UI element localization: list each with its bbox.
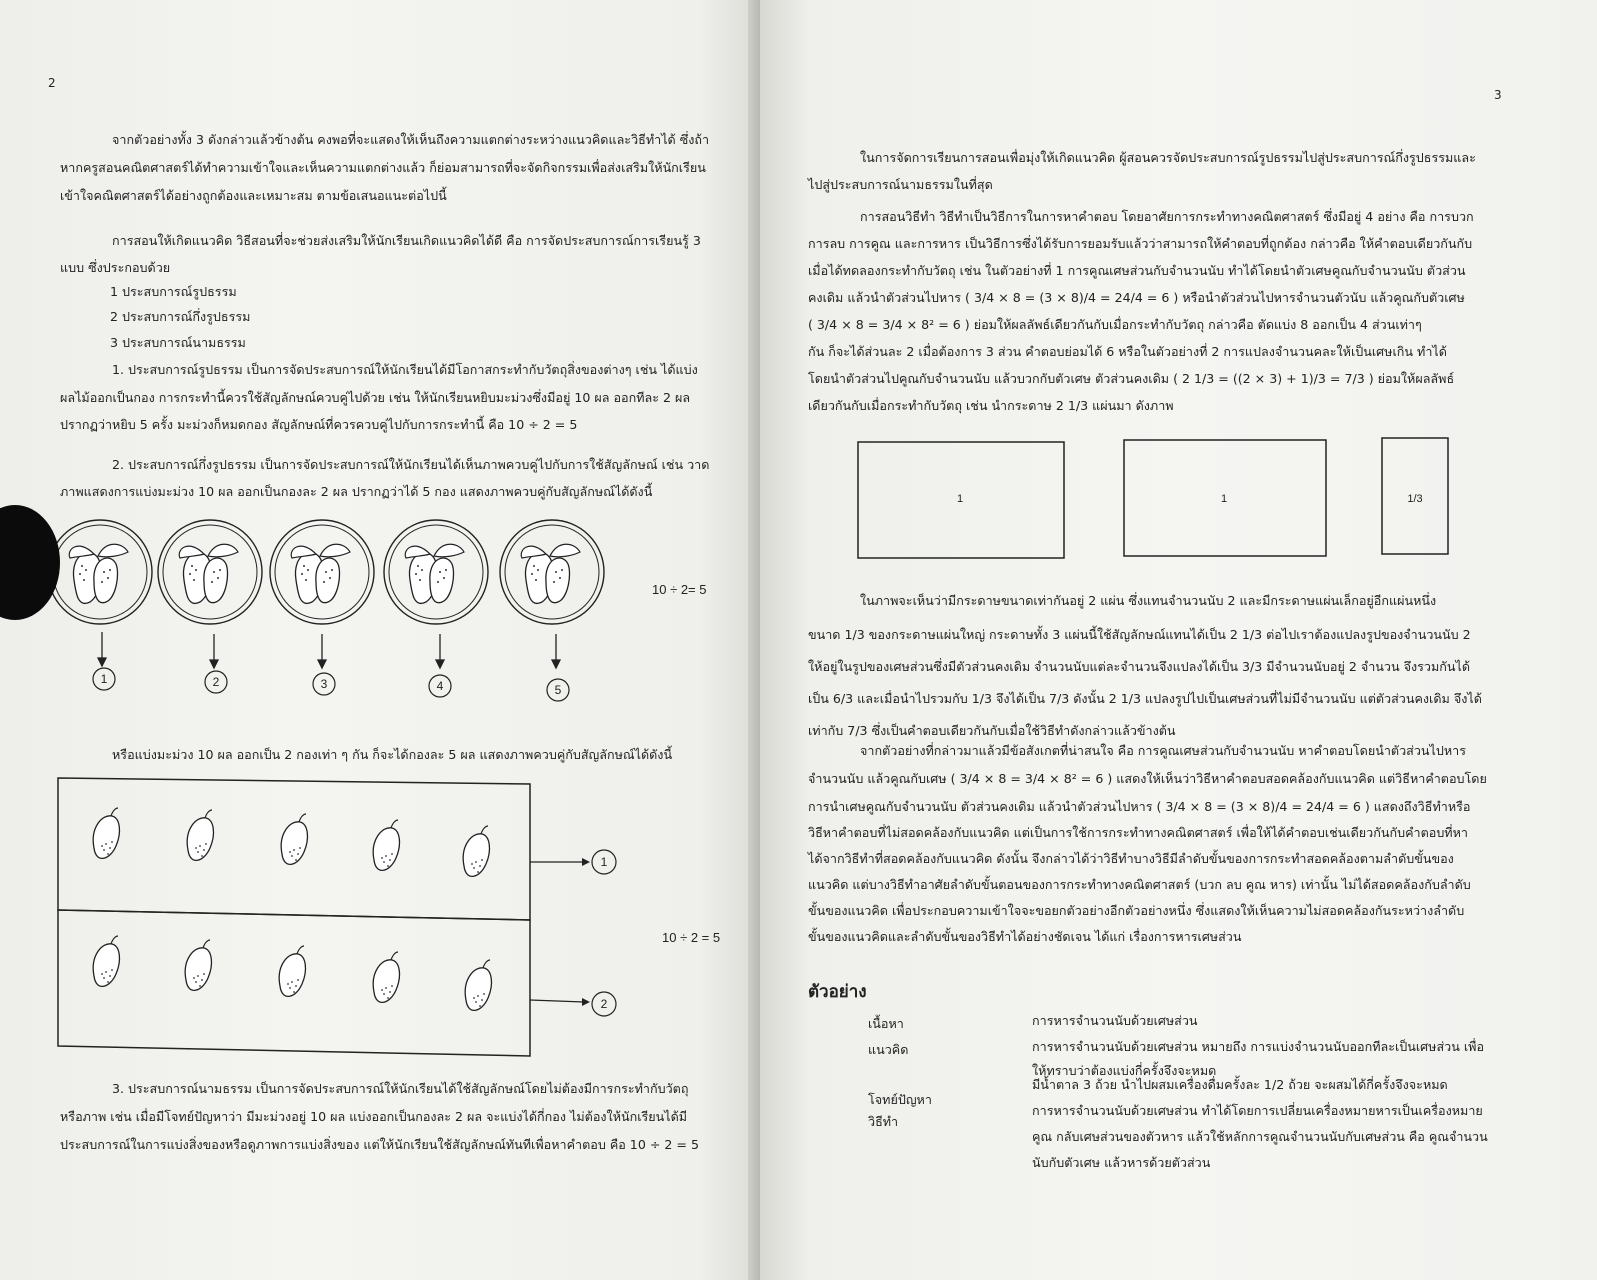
mango-plates-figure (0, 510, 740, 710)
list-item: 3 ประสบการณ์นามธรรม (110, 335, 246, 350)
method-step-line: นับกับตัวเศษ แล้วหารด้วยตัวส่วน (1032, 1155, 1211, 1170)
teaching-line: แบบ ซึ่งประกอบด้วย (60, 260, 171, 275)
para1-line: ผลไม้ออกเป็นกอง การกระทำนี้ควรใช้สัญลักษณ์ควบคู่ไปด้วย เช่น ให้นักเรียนหยิบมะม่วงซึ่งมีอยู่ 10 ผล ออกทีละ 2 ผล (60, 390, 691, 405)
method-step-line: การหารจำนวนนับด้วยเศษส่วน ทำได้โดยการเปลี่ยนเครื่องหมายหารเป็นเครื่องหมาย (1032, 1103, 1483, 1118)
method-line: เดียวกันกับเมื่อกระทำกับวัตถุ เช่น นำกระดาษ 2 1/3 แผ่นมา ดังภาพ (808, 398, 1174, 413)
observe-line: จำนวนนับ แล้วคูณกับเศษ ( 3/4 × 8 = 3/4 × 8² = 6 ) แสดงให้เห็นว่าวิธีหาคำตอบสอดคล้องกับแนวคิด แต่วิธีหาคำตอบโดย (808, 771, 1487, 786)
group-label: 3 (320, 677, 328, 691)
paper-sheets-figure (760, 430, 1597, 570)
equation: 10 ÷ 2= 5 (652, 582, 707, 597)
method-line: คงเดิม แล้วนำตัวส่วนไปหาร ( 3/4 × 8 = (3 × 8)/4 = 24/4 = 6 ) หรือนำตัวส่วนไปหารจำนวนตัวนับ แล้วคูณกับตัวเศษ (808, 290, 1465, 305)
problem-label: โจทย์ปัญหา (868, 1092, 932, 1107)
box-label: 2 (600, 997, 608, 1011)
para1-line: 1. ประสบการณ์รูปธรรม เป็นการจัดประสบการณ์ให้นักเรียนได้มีโอกาสกระทำกับวัตถุสิ่งของต่างๆ เช่น ได้แบ่ง (112, 362, 698, 377)
concept-line: การหารจำนวนนับด้วยเศษส่วน หมายถึง การแบ่งจำนวนนับออกทีละเป็นเศษส่วน เพื่อ (1032, 1039, 1485, 1054)
intro-line: จากตัวอย่างทั้ง 3 ดังกล่าวแล้วข้างต้น คงพอที่จะแสดงให้เห็นถึงความแตกต่างระหว่างแนวคิดและวิธีทำได้ ซึ่งถ้า (112, 132, 710, 147)
para3-line: หรือแบ่งมะม่วง 10 ผล ออกเป็น 2 กองเท่า ๆ กัน ก็จะได้กองละ 5 ผล แสดงภาพควบคู่กับสัญลักษณ์ได้ดังนี้ (112, 747, 673, 762)
explain-line: เท่ากับ 7/3 ซึ่งเป็นคำตอบเดียวกันกับเมื่อใช้วิธีทำดังกล่าวแล้วข้างต้น (808, 723, 1176, 738)
observe-line: การนำเศษคูณกับจำนวนนับ ตัวส่วนคงเดิม แล้วนำตัวส่วนไปหาร ( 3/4 × 8 = (3 × 8)/4 = 24/4 = 6 ) แสดงถึงวิธีทำหรือ (808, 799, 1471, 814)
observe-line: ได้จากวิธีทำที่สอดคล้องกับแนวคิด ดังนั้น จึงกล่าวได้ว่าวิธีทำบางวิธีมีลำดับขั้นของการกระทำสอดคล้องตามลำดับขั้นของ (808, 851, 1454, 866)
intro-line: เข้าใจคณิตศาสตร์ได้อย่างถูกต้องและเหมาะสม ตามข้อเสนอแนะต่อไปนี้ (60, 188, 447, 203)
method-line: กัน ก็จะได้ส่วนละ 2 เมื่อต้องการ 3 ส่วน คำตอบย่อมได้ 6 หรือในตัวอย่างที่ 2 การแปลงจำนวนคละให้เป็นเศษเกิน ทำได้ (808, 344, 1447, 359)
example-heading: ตัวอย่าง (808, 982, 867, 1002)
para4-line: ประสบการณ์ในการแบ่งสิ่งของหรือดูภาพการแบ่งสิ่งของ แต่ให้นักเรียนใช้สัญลักษณ์ทันทีเพื่อหาคำตอบ คือ 10 ÷ 2 = 5 (60, 1137, 699, 1152)
para4-line: หรือภาพ เช่น เมื่อมีโจทย์ปัญหาว่า มีมะม่วงอยู่ 10 ผล แบ่งออกเป็นกองละ 2 ผล จะแบ่งได้กี่กอง ไม่ต้องให้นักเรียนได้มี (60, 1109, 688, 1124)
para2-line: 2. ประสบการณ์กึ่งรูปธรรม เป็นการจัดประสบการณ์ให้นักเรียนได้เห็นภาพควบคู่ไปกับการใช้สัญลักษณ์ เช่น วาด (112, 457, 710, 472)
concept-line: ให้ทราบว่าต้องแบ่งกี่ครั้งจึงจะหมด (1032, 1063, 1217, 1078)
right-page (760, 0, 1597, 1280)
observe-line: วิธีหาคำตอบที่ไม่สอดคล้องกับแนวคิด แต่เป็นการใช้การกระทำทางคณิตศาสตร์ เพื่อให้ได้คำตอบเช่นเดียวกันกับคำตอบที่หา (808, 825, 1468, 840)
explain-line: ขนาด 1/3 ของกระดาษแผ่นใหญ่ กระดาษทั้ง 3 แผ่นนี้ใช้สัญลักษณ์แทนได้เป็น 2 1/3 ต่อไปเราต้องแปลงรูปของจำนวนนับ 2 (808, 627, 1471, 642)
para2-line: ภาพแสดงการแบ่งมะม่วง 10 ผล ออกเป็นกองละ 2 ผล ปรากฏว่าได้ 5 กอง แสดงภาพควบคู่กับสัญลักษณ์ได้ดังนี้ (60, 484, 653, 499)
list-item: 2 ประสบการณ์กึ่งรูปธรรม (110, 309, 251, 324)
method-line: การสอนวิธีทำ วิธีทำเป็นวิธีการในการหาคำตอบ โดยอาศัยการกระทำทางคณิตศาสตร์ ซึ่งมีอยู่ 4 อย่าง คือ การบวก (860, 209, 1474, 224)
group-label: 1 (100, 672, 108, 686)
equation: 10 ÷ 2 = 5 (662, 930, 721, 945)
observe-line: จากตัวอย่างที่กล่าวมาแล้วมีข้อสังเกตที่น่าสนใจ คือ การคูณเศษส่วนกับจำนวนนับ หาคำตอบโดยนำตัวส่วนไปหาร (860, 743, 1466, 758)
observe-line: ขั้นของแนวคิด เพื่อประกอบความเข้าใจจะขอยกตัวอย่างอีกตัวอย่างหนึ่ง ซึ่งแสดงให้เห็นความไม่สอดคล้องกันระหว่างลำดับ (808, 903, 1465, 918)
explain-line: เป็น 6/3 และเมื่อนำไปรวมกับ 1/3 จึงได้เป็น 7/3 ดังนั้น 2 1/3 แปลงรูปไปเป็นเศษส่วนที่ไม่มีจำนวนนับ แต่ตัวส่วนคงเดิม จึงได้ (808, 691, 1482, 706)
intro-line: ไปสู่ประสบการณ์นามธรรมในที่สุด (808, 177, 993, 192)
sheet-label: 1/3 (1407, 493, 1423, 505)
observe-line: ขั้นของแนวคิดและลำดับขั้นของวิธีทำได้อย่างชัดเจน ได้แก่ เรื่องการหารเศษส่วน (808, 929, 1242, 944)
group-label: 4 (436, 679, 444, 693)
left-page (0, 0, 760, 1280)
observe-line: แนวคิด แต่บางวิธีทำอาศัยลำดับขั้นตอนของการกระทำทางคณิตศาสตร์ (บวก ลบ คูณ หาร) เท่านั้น ไม่ได้สอดคล้องกับลำดับ (808, 877, 1471, 892)
group-label: 2 (212, 675, 220, 689)
method-line: โดยนำตัวส่วนไปคูณกับจำนวนนับ แล้วบวกกับตัวเศษ ตัวส่วนคงเดิม ( 2 1/3 = ((2 × 3) + 1)/3 = 7/3 ) ย่อมให้ผลลัพธ์ (808, 371, 1455, 386)
method-label: วิธีทำ (868, 1114, 899, 1129)
list-item: 1 ประสบการณ์รูปธรรม (110, 284, 237, 299)
method-step-line: คูณ กลับเศษส่วนของตัวหาร แล้วใช้หลักการคูณจำนวนนับกับเศษส่วน คือ คูณจำนวน (1032, 1129, 1488, 1144)
problem-value: มีน้ำตาล 3 ถ้วย นำไปผสมเครื่องดื่มครั้งละ 1/2 ถ้วย จะผสมได้กี่ครั้งจึงจะหมด (1032, 1077, 1448, 1092)
para4-line: 3. ประสบการณ์นามธรรม เป็นการจัดประสบการณ์ให้นักเรียนได้ใช้สัญลักษณ์โดยไม่ต้องมีการกระทำกับวัตถุ (112, 1081, 689, 1096)
method-line: ( 3/4 × 8 = 3/4 × 8² = 6 ) ย่อมให้ผลลัพธ์เดียวกันกับเมื่อกระทำกับวัตถุ กล่าวคือ ตัดแบ่ง 8 ออกเป็น 4 ส่วนเท่าๆ (808, 317, 1422, 332)
sheet-label: 1 (1220, 493, 1228, 505)
content-value: การหารจำนวนนับด้วยเศษส่วน (1032, 1013, 1198, 1028)
page-number: 3 (1494, 88, 1502, 102)
explain-line: ในภาพจะเห็นว่ามีกระดาษขนาดเท่ากันอยู่ 2 แผ่น ซึ่งแทนจำนวนนับ 2 และมีกระดาษแผ่นเล็กอยู่อีกแผ่นหนึ่ง (860, 593, 1437, 608)
sheet-label: 1 (956, 493, 964, 505)
intro-line: หากครูสอนคณิตศาสตร์ได้ทำความเข้าใจและเห็นความแตกต่างแล้ว ก็ย่อมสามารถที่จะจัดกิจกรรมเพื่อส่งเสริมให้นักเรียน (60, 160, 706, 175)
teaching-line: การสอนให้เกิดแนวคิด วิธีสอนที่จะช่วยส่งเสริมให้นักเรียนเกิดแนวคิดได้ดี คือ การจัดประสบการณ์การเรียนรู้ 3 (112, 233, 701, 248)
intro-line: ในการจัดการเรียนการสอนเพื่อมุ่งให้เกิดแนวคิด ผู้สอนควรจัดประสบการณ์รูปธรรมไปสู่ประสบการณ์กึ่งรูปธรรมและ (860, 150, 1476, 165)
explain-line: ให้อยู่ในรูปของเศษส่วนซึ่งมีตัวส่วนคงเดิม จำนวนนับแต่ละจำนวนจึงแปลงได้เป็น 3/3 มีจำนวนนับอยู่ 2 จำนวน จึงรวมกันได้ (808, 659, 1471, 674)
mango-boxes-figure (0, 770, 740, 1070)
para1-line: ปรากฏว่าหยิบ 5 ครั้ง มะม่วงก็หมดกอง สัญลักษณ์ที่ควรควบคู่ไปกับการกระทำนี้ คือ 10 ÷ 2 = 5 (60, 417, 578, 432)
method-line: เมื่อได้ทดลองกระทำกับวัตถุ เช่น ในตัวอย่างที่ 1 การคูณเศษส่วนกับจำนวนนับ ทำได้โดยนำตัวเศษคูณกับจำนวนนับ ตัวส่วน (808, 263, 1466, 278)
content-label: เนื้อหา (868, 1016, 904, 1031)
box-label: 1 (600, 855, 608, 869)
group-label: 5 (554, 683, 562, 697)
method-line: การลบ การคูณ และการหาร เป็นวิธีการซึ่งได้รับการยอมรับแล้วว่าสามารถให้คำตอบที่ถูกต้อง กล่าวคือ ให้คำตอบเดียวกันกับ (808, 236, 1473, 251)
page-number: 2 (48, 76, 56, 90)
concept-label: แนวคิด (868, 1042, 909, 1057)
